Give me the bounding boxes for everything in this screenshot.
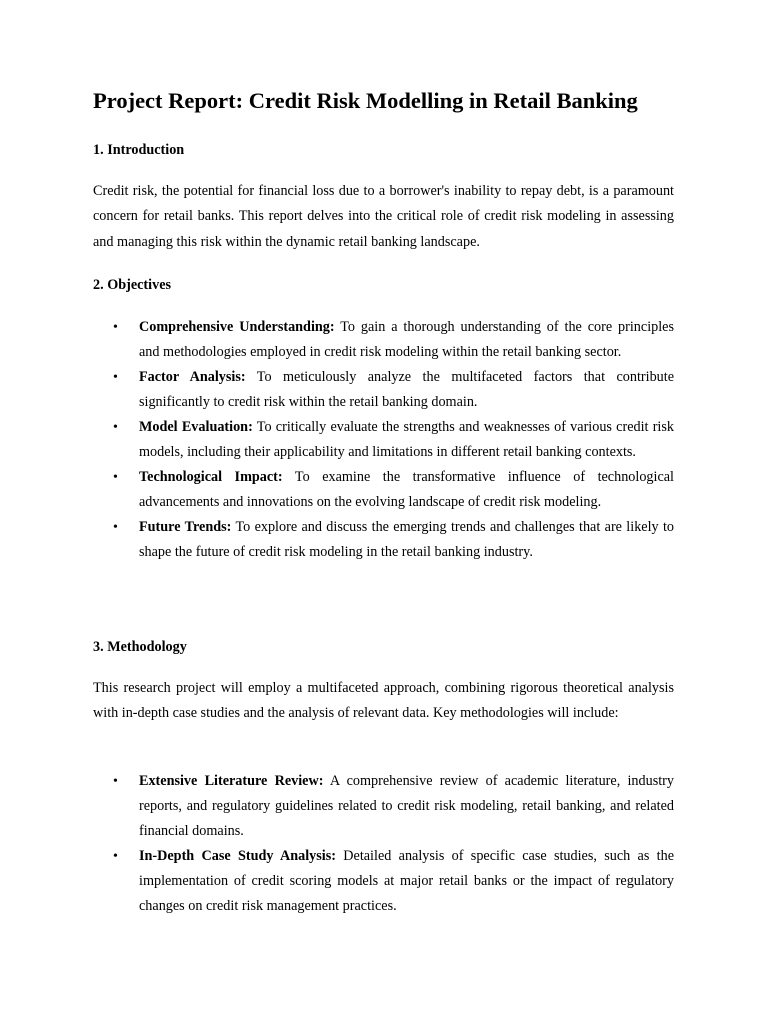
methodology-term: In-Depth Case Study Analysis: [139,848,336,864]
objective-term: Technological Impact: [139,469,283,485]
methodology-paragraph: This research project will employ a multifaceted approach, combining rigorous theoretical analysis with in-depth case studies and the analysis of relevant data. Key methodologies will include: [93,680,674,722]
objective-text: To critically evaluate the strengths and weaknesses of various credit risk models, including their applicability and limitations in different retail banking contexts. [139,419,674,460]
bullet-icon: • [113,849,118,864]
objective-text: To examine the transformative influence of technological advancements and innovations on the evolving landscape of credit risk modeling. [139,469,674,510]
methodology-item [93,844,674,919]
methodology-term: Extensive Literature Review: [139,773,324,789]
bullet-icon: • [113,420,118,435]
bullet-icon: • [113,470,118,485]
methodology-text: A comprehensive review of academic literature, industry reports, and regulatory guidelines related to credit risk modeling, retail banking, and related financial domains. [139,773,674,839]
objective-term: Future Trends: [139,519,232,535]
objectives-heading: 2. Objectives [93,277,172,293]
methodology-text: Detailed analysis of specific case studies, such as the implementation of credit scoring models at major retail banks or the impact of regulatory changes on credit risk management practices. [139,848,674,914]
objective-term: Factor Analysis: [139,369,246,385]
objective-item [93,365,674,415]
objective-text: To gain a thorough understanding of the core principles and methodologies employed in credit risk modeling within the retail banking sector. [139,319,674,360]
objective-item [93,515,674,565]
objective-text: To meticulously analyze the multifaceted factors that contribute significantly to credit risk within the retail banking domain. [139,369,674,410]
bullet-icon: • [113,370,118,385]
bullet-icon: • [113,520,118,535]
objective-text: To explore and discuss the emerging trends and challenges that are likely to shape the future of credit risk modeling in the retail banking industry. [139,519,674,560]
bullet-icon: • [113,320,118,335]
objective-item [93,315,674,365]
objective-item [93,415,674,465]
report-title: Project Report: Credit Risk Modelling in Retail Banking [93,88,638,113]
objectives-list [93,315,674,565]
introduction-paragraph: Credit risk, the potential for financial loss due to a borrower's inability to repay debt, is a paramount concern for retail banks. This report delves into the critical role of credit risk modeling in assessing and managing this risk within the dynamic retail banking landscape. [93,183,674,250]
objective-term: Model Evaluation: [139,419,253,435]
introduction-heading: 1. Introduction [93,142,185,158]
methodology-item [93,769,674,844]
objective-term: Comprehensive Understanding: [139,319,335,335]
methodology-heading: 3. Methodology [93,639,187,655]
objective-item [93,465,674,515]
methodology-list [93,769,674,919]
bullet-icon: • [113,774,118,789]
